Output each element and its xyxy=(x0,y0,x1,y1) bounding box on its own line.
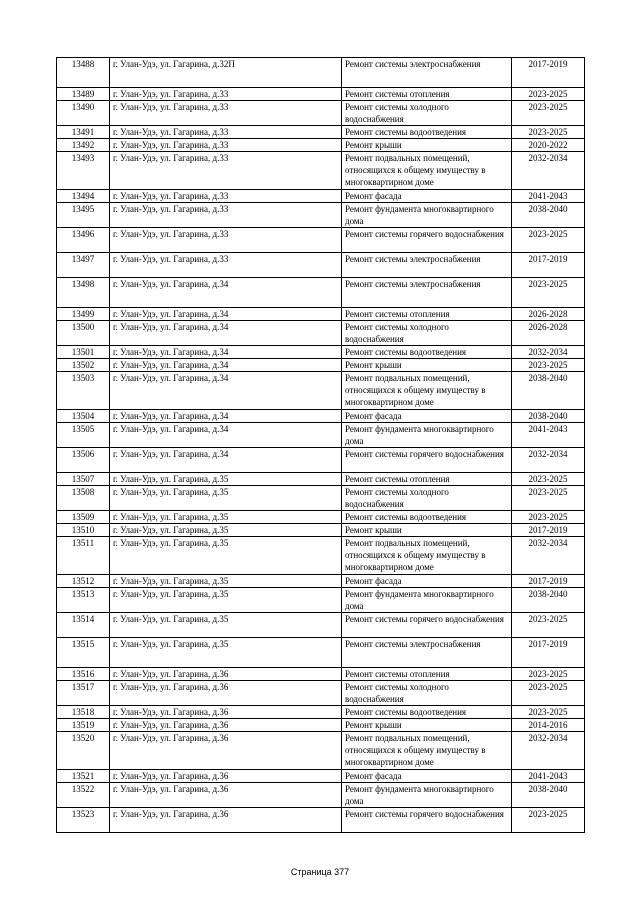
cell-number: 13504 xyxy=(57,410,110,423)
cell-address: г. Улан-Удэ, ул. Гагарина, д.34 xyxy=(110,308,342,321)
cell-work-type: Ремонт фундамента многоквартирного дома xyxy=(342,423,512,448)
cell-work-type: Ремонт системы отопления xyxy=(342,668,512,681)
cell-period: 2023-2025 xyxy=(512,681,585,706)
cell-number: 13498 xyxy=(57,278,110,308)
cell-address: г. Улан-Удэ, ул. Гагарина, д.33 xyxy=(110,152,342,190)
cell-work-type: Ремонт подвальных помещений, относящихся к общему имуществу в многоквартирном доме xyxy=(342,152,512,190)
cell-period: 2023-2025 xyxy=(512,101,585,126)
table-row xyxy=(57,638,585,668)
cell-period: 2038-2040 xyxy=(512,203,585,228)
cell-work-type: Ремонт фасада xyxy=(342,575,512,588)
table-row xyxy=(57,58,585,88)
table-row xyxy=(57,719,585,732)
cell-address: г. Улан-Удэ, ул. Гагарина, д.34 xyxy=(110,359,342,372)
cell-period: 2026-2028 xyxy=(512,321,585,346)
table-row xyxy=(57,152,585,190)
cell-work-type: Ремонт системы горячего водоснабжения xyxy=(342,448,512,473)
cell-address: г. Улан-Удэ, ул. Гагарина, д.34 xyxy=(110,321,342,346)
cell-address: г. Улан-Удэ, ул. Гагарина, д.36 xyxy=(110,732,342,770)
table-row xyxy=(57,783,585,808)
cell-address: г. Улан-Удэ, ул. Гагарина, д.36 xyxy=(110,808,342,833)
table-row xyxy=(57,473,585,486)
cell-period: 2032-2034 xyxy=(512,732,585,770)
cell-work-type: Ремонт системы водоотведения xyxy=(342,126,512,139)
cell-period: 2017-2019 xyxy=(512,58,585,88)
repair-schedule-table xyxy=(56,57,585,833)
cell-address: г. Улан-Удэ, ул. Гагарина, д.35 xyxy=(110,575,342,588)
cell-number: 13509 xyxy=(57,511,110,524)
cell-work-type: Ремонт фундамента многоквартирного дома xyxy=(342,588,512,613)
cell-period: 2038-2040 xyxy=(512,783,585,808)
cell-address: г. Улан-Удэ, ул. Гагарина, д.36 xyxy=(110,783,342,808)
cell-number: 13489 xyxy=(57,88,110,101)
cell-address: г. Улан-Удэ, ул. Гагарина, д.35 xyxy=(110,537,342,575)
cell-work-type: Ремонт системы отопления xyxy=(342,88,512,101)
cell-work-type: Ремонт фасада xyxy=(342,410,512,423)
cell-address: г. Улан-Удэ, ул. Гагарина, д.34 xyxy=(110,372,342,410)
cell-number: 13493 xyxy=(57,152,110,190)
table-row xyxy=(57,410,585,423)
cell-work-type: Ремонт подвальных помещений, относящихся к общему имуществу в многоквартирном доме xyxy=(342,732,512,770)
cell-period: 2026-2028 xyxy=(512,308,585,321)
table-row xyxy=(57,139,585,152)
cell-period: 2023-2025 xyxy=(512,511,585,524)
cell-work-type: Ремонт крыши xyxy=(342,524,512,537)
cell-work-type: Ремонт системы водоотведения xyxy=(342,706,512,719)
table-row xyxy=(57,190,585,203)
cell-work-type: Ремонт системы электроснабжения xyxy=(342,58,512,88)
cell-period: 2032-2034 xyxy=(512,537,585,575)
table-row xyxy=(57,278,585,308)
cell-address: г. Улан-Удэ, ул. Гагарина, д.33 xyxy=(110,228,342,253)
cell-number: 13491 xyxy=(57,126,110,139)
cell-period: 2014-2016 xyxy=(512,719,585,732)
cell-work-type: Ремонт фасада xyxy=(342,190,512,203)
table-row xyxy=(57,346,585,359)
cell-address: г. Улан-Удэ, ул. Гагарина, д.33 xyxy=(110,190,342,203)
cell-work-type: Ремонт системы электроснабжения xyxy=(342,253,512,278)
table-row xyxy=(57,613,585,638)
cell-number: 13516 xyxy=(57,668,110,681)
cell-number: 13511 xyxy=(57,537,110,575)
cell-work-type: Ремонт системы электроснабжения xyxy=(342,638,512,668)
cell-address: г. Улан-Удэ, ул. Гагарина, д.34 xyxy=(110,448,342,473)
cell-address: г. Улан-Удэ, ул. Гагарина, д.34 xyxy=(110,410,342,423)
cell-number: 13523 xyxy=(57,808,110,833)
page-number: Страница 377 xyxy=(290,867,350,877)
cell-period: 2023-2025 xyxy=(512,88,585,101)
cell-number: 13497 xyxy=(57,253,110,278)
table-body xyxy=(57,58,585,833)
cell-work-type: Ремонт подвальных помещений, относящихся к общему имуществу в многоквартирном доме xyxy=(342,537,512,575)
table-row xyxy=(57,588,585,613)
cell-number: 13505 xyxy=(57,423,110,448)
cell-number: 13488 xyxy=(57,58,110,88)
table-row xyxy=(57,575,585,588)
cell-period: 2023-2025 xyxy=(512,359,585,372)
cell-period: 2032-2034 xyxy=(512,346,585,359)
table-row xyxy=(57,668,585,681)
cell-work-type: Ремонт системы водоотведения xyxy=(342,511,512,524)
cell-number: 13500 xyxy=(57,321,110,346)
cell-address: г. Улан-Удэ, ул. Гагарина, д.35 xyxy=(110,588,342,613)
cell-work-type: Ремонт подвальных помещений, относящихся к общему имуществу в многоквартирном доме xyxy=(342,372,512,410)
cell-address: г. Улан-Удэ, ул. Гагарина, д.33 xyxy=(110,126,342,139)
cell-number: 13499 xyxy=(57,308,110,321)
table-row xyxy=(57,732,585,770)
cell-address: г. Улан-Удэ, ул. Гагарина, д.34 xyxy=(110,278,342,308)
cell-work-type: Ремонт фасада xyxy=(342,770,512,783)
table-row xyxy=(57,372,585,410)
cell-period: 2017-2019 xyxy=(512,575,585,588)
cell-period: 2023-2025 xyxy=(512,228,585,253)
cell-address: г. Улан-Удэ, ул. Гагарина, д.35 xyxy=(110,473,342,486)
cell-period: 2023-2025 xyxy=(512,126,585,139)
cell-period: 2017-2019 xyxy=(512,253,585,278)
cell-work-type: Ремонт системы горячего водоснабжения xyxy=(342,228,512,253)
cell-number: 13513 xyxy=(57,588,110,613)
cell-work-type: Ремонт фундамента многоквартирного дома xyxy=(342,783,512,808)
cell-work-type: Ремонт системы горячего водоснабжения xyxy=(342,613,512,638)
cell-number: 13490 xyxy=(57,101,110,126)
cell-work-type: Ремонт системы отопления xyxy=(342,308,512,321)
cell-work-type: Ремонт крыши xyxy=(342,719,512,732)
cell-period: 2041-2043 xyxy=(512,423,585,448)
cell-work-type: Ремонт системы холодного водоснабжения xyxy=(342,486,512,511)
cell-work-type: Ремонт системы холодного водоснабжения xyxy=(342,101,512,126)
cell-work-type: Ремонт системы горячего водоснабжения xyxy=(342,808,512,833)
cell-period: 2032-2034 xyxy=(512,448,585,473)
cell-work-type: Ремонт крыши xyxy=(342,139,512,152)
table-row xyxy=(57,511,585,524)
cell-period: 2023-2025 xyxy=(512,613,585,638)
cell-work-type: Ремонт крыши xyxy=(342,359,512,372)
cell-number: 13501 xyxy=(57,346,110,359)
cell-period: 2023-2025 xyxy=(512,473,585,486)
cell-address: г. Улан-Удэ, ул. Гагарина, д.33 xyxy=(110,139,342,152)
cell-number: 13494 xyxy=(57,190,110,203)
cell-period: 2020-2022 xyxy=(512,139,585,152)
cell-period: 2023-2025 xyxy=(512,706,585,719)
table-row xyxy=(57,101,585,126)
table-row xyxy=(57,524,585,537)
table-row xyxy=(57,423,585,448)
cell-period: 2038-2040 xyxy=(512,410,585,423)
cell-address: г. Улан-Удэ, ул. Гагарина, д.36 xyxy=(110,681,342,706)
cell-address: г. Улан-Удэ, ул. Гагарина, д.35 xyxy=(110,486,342,511)
cell-period: 2017-2019 xyxy=(512,524,585,537)
table-row xyxy=(57,537,585,575)
cell-work-type: Ремонт фундамента многоквартирного дома xyxy=(342,203,512,228)
cell-period: 2041-2043 xyxy=(512,770,585,783)
cell-address: г. Улан-Удэ, ул. Гагарина, д.35 xyxy=(110,613,342,638)
cell-number: 13495 xyxy=(57,203,110,228)
cell-number: 13492 xyxy=(57,139,110,152)
cell-number: 13508 xyxy=(57,486,110,511)
cell-number: 13496 xyxy=(57,228,110,253)
table-row xyxy=(57,88,585,101)
cell-number: 13521 xyxy=(57,770,110,783)
table-row xyxy=(57,126,585,139)
table-row xyxy=(57,203,585,228)
table-row xyxy=(57,706,585,719)
table-row xyxy=(57,308,585,321)
table-row xyxy=(57,486,585,511)
cell-work-type: Ремонт системы водоотведения xyxy=(342,346,512,359)
cell-work-type: Ремонт системы электроснабжения xyxy=(342,278,512,308)
cell-number: 13502 xyxy=(57,359,110,372)
cell-address: г. Улан-Удэ, ул. Гагарина, д.35 xyxy=(110,511,342,524)
cell-address: г. Улан-Удэ, ул. Гагарина, д.34 xyxy=(110,423,342,448)
cell-period: 2023-2025 xyxy=(512,486,585,511)
cell-period: 2023-2025 xyxy=(512,278,585,308)
cell-number: 13520 xyxy=(57,732,110,770)
cell-number: 13515 xyxy=(57,638,110,668)
cell-address: г. Улан-Удэ, ул. Гагарина, д.32П xyxy=(110,58,342,88)
cell-address: г. Улан-Удэ, ул. Гагарина, д.35 xyxy=(110,524,342,537)
cell-number: 13506 xyxy=(57,448,110,473)
cell-number: 13510 xyxy=(57,524,110,537)
cell-number: 13512 xyxy=(57,575,110,588)
table-row xyxy=(57,448,585,473)
cell-address: г. Улан-Удэ, ул. Гагарина, д.36 xyxy=(110,719,342,732)
cell-address: г. Улан-Удэ, ул. Гагарина, д.35 xyxy=(110,638,342,668)
table-row xyxy=(57,359,585,372)
table-row xyxy=(57,681,585,706)
cell-address: г. Улан-Удэ, ул. Гагарина, д.33 xyxy=(110,203,342,228)
cell-number: 13519 xyxy=(57,719,110,732)
cell-address: г. Улан-Удэ, ул. Гагарина, д.36 xyxy=(110,706,342,719)
cell-period: 2023-2025 xyxy=(512,808,585,833)
cell-number: 13517 xyxy=(57,681,110,706)
cell-number: 13503 xyxy=(57,372,110,410)
cell-address: г. Улан-Удэ, ул. Гагарина, д.36 xyxy=(110,770,342,783)
cell-address: г. Улан-Удэ, ул. Гагарина, д.34 xyxy=(110,346,342,359)
cell-work-type: Ремонт системы холодного водоснабжения xyxy=(342,321,512,346)
cell-number: 13507 xyxy=(57,473,110,486)
cell-address: г. Улан-Удэ, ул. Гагарина, д.33 xyxy=(110,88,342,101)
cell-period: 2023-2025 xyxy=(512,668,585,681)
cell-address: г. Улан-Удэ, ул. Гагарина, д.36 xyxy=(110,668,342,681)
cell-period: 2038-2040 xyxy=(512,372,585,410)
cell-work-type: Ремонт системы отопления xyxy=(342,473,512,486)
table-row xyxy=(57,321,585,346)
cell-number: 13522 xyxy=(57,783,110,808)
cell-period: 2038-2040 xyxy=(512,588,585,613)
table-row xyxy=(57,253,585,278)
table-row xyxy=(57,808,585,833)
table-row xyxy=(57,770,585,783)
cell-number: 13518 xyxy=(57,706,110,719)
cell-period: 2032-2034 xyxy=(512,152,585,190)
cell-work-type: Ремонт системы холодного водоснабжения xyxy=(342,681,512,706)
cell-number: 13514 xyxy=(57,613,110,638)
cell-address: г. Улан-Удэ, ул. Гагарина, д.33 xyxy=(110,101,342,126)
cell-period: 2041-2043 xyxy=(512,190,585,203)
table-row xyxy=(57,228,585,253)
cell-period: 2017-2019 xyxy=(512,638,585,668)
cell-address: г. Улан-Удэ, ул. Гагарина, д.33 xyxy=(110,253,342,278)
